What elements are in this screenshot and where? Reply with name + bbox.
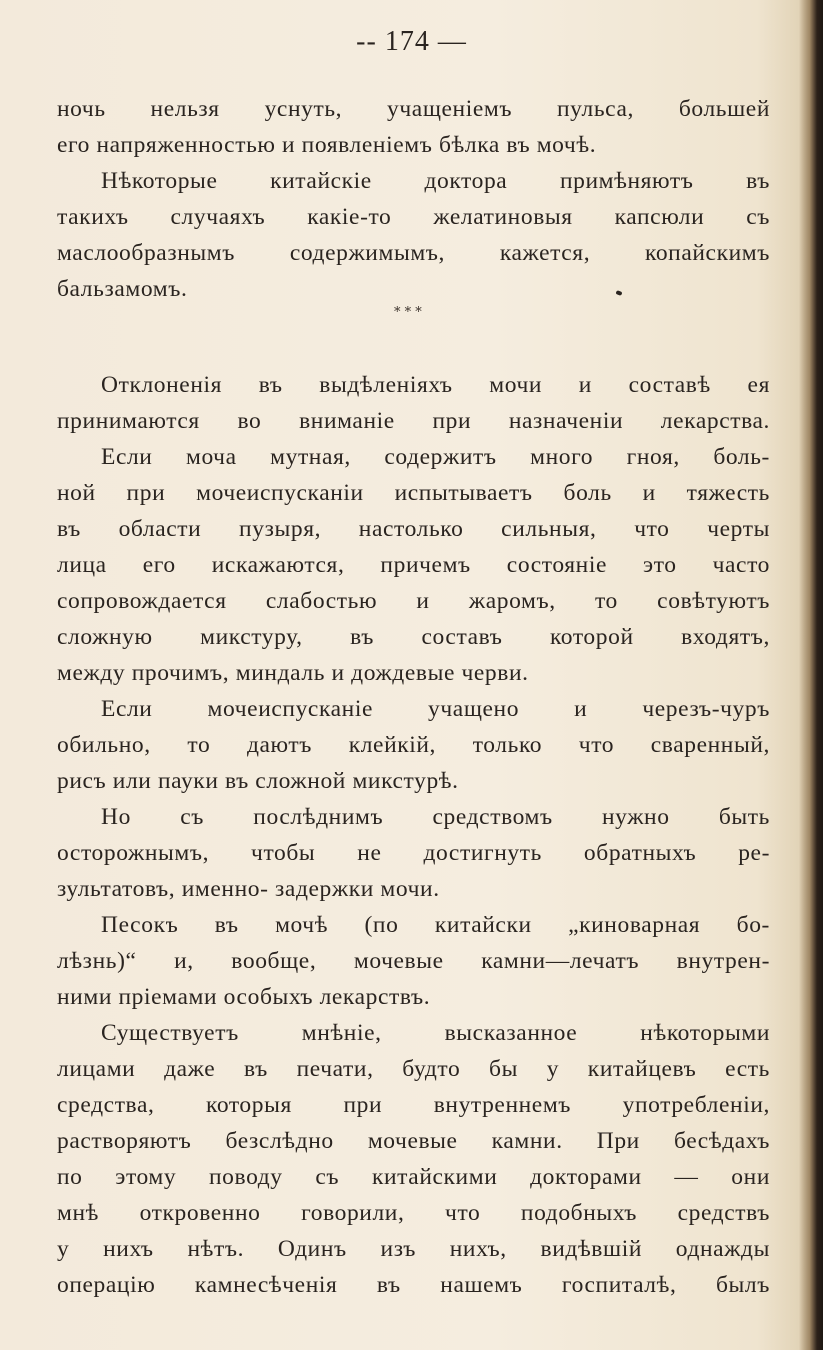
text-line: сопровождается слабостью и жаромъ, то совѣтуютъ <box>57 588 770 614</box>
text-line: средства, которыя при внутреннемъ употребленіи, <box>57 1092 770 1118</box>
text-line: обильно, то даютъ клейкій, только что сваренный, <box>57 732 770 758</box>
text-line: его напряженностью и появленіемъ бѣлка въ мочѣ. <box>57 132 597 158</box>
text-line: сложную микстуру, въ составъ которой входятъ, <box>57 624 770 650</box>
book-spine-shadow <box>799 0 823 1350</box>
text-line: мнѣ откровенно говорили, что подобныхъ средствъ <box>57 1200 770 1226</box>
text-line: растворяютъ безслѣдно мочевые камни. При бесѣдахъ <box>57 1128 770 1154</box>
text-line: лѣзнь)“ и, вообще, мочевые камни—лечатъ внутрен- <box>57 948 770 974</box>
text-line: Если мочеиспусканіе учащено и черезъ-чуръ <box>101 696 770 722</box>
text-line: такихъ случаяхъ какіе-то желатиновыя капсюли съ <box>57 204 770 230</box>
text-line: лица его искажаются, причемъ состояніе это часто <box>57 552 770 578</box>
separator-glyphs: * * * <box>394 305 422 320</box>
text-line: ной при мочеиспусканіи испытываетъ боль и тяжесть <box>57 480 770 506</box>
text-line: въ области пузыря, настолько сильныя, что черты <box>57 516 770 542</box>
text-line: принимаются во вниманіе при назначеніи лекарства. <box>57 408 770 434</box>
text-line: Песокъ въ мочѣ (по китайски „киноварная бо- <box>101 912 770 938</box>
paragraph-block-top <box>57 91 770 307</box>
text-line: по этому поводу съ китайскими докторами — они <box>57 1164 770 1190</box>
text-line: лицами даже въ печати, будто бы у китайцевъ есть <box>57 1056 770 1082</box>
paragraph-block-main <box>57 367 770 1303</box>
text-line: бальзамомъ. <box>57 276 188 302</box>
text-line: между прочимъ, миндаль и дождевые черви. <box>57 660 529 686</box>
text-line: зультатовъ, именно- задержки мочи. <box>57 876 440 902</box>
text-line: ними пріемами особыхъ лекарствъ. <box>57 984 431 1010</box>
text-line: рисъ или пауки въ сложной микстурѣ. <box>57 768 459 794</box>
text-line: ночь нельзя уснуть, учащеніемъ пульса, большей <box>57 96 770 122</box>
text-line: операцію камнесѣченія въ нашемъ госпиталѣ, былъ <box>57 1272 770 1298</box>
text-line: Существуетъ мнѣніе, высказанное нѣкоторыми <box>101 1020 770 1046</box>
text-line: осторожнымъ, чтобы не достигнуть обратныхъ ре- <box>57 840 770 866</box>
text-line: Если моча мутная, содержитъ много гноя, боль- <box>101 444 770 470</box>
asterism-separator <box>386 306 436 348</box>
text-line: маслообразнымъ содержимымъ, кажется, копайскимъ <box>57 240 770 266</box>
text-line: Отклоненія въ выдѣленіяхъ мочи и составѣ ея <box>101 372 770 398</box>
text-line: у нихъ нѣтъ. Одинъ изъ нихъ, видѣвшій однажды <box>57 1236 770 1262</box>
text-line: Нѣкоторые китайскіе доктора примѣняютъ въ <box>101 168 770 194</box>
text-line: Но съ послѣднимъ средствомъ нужно быть <box>101 804 770 830</box>
page-number: -- 174 — <box>356 26 467 57</box>
